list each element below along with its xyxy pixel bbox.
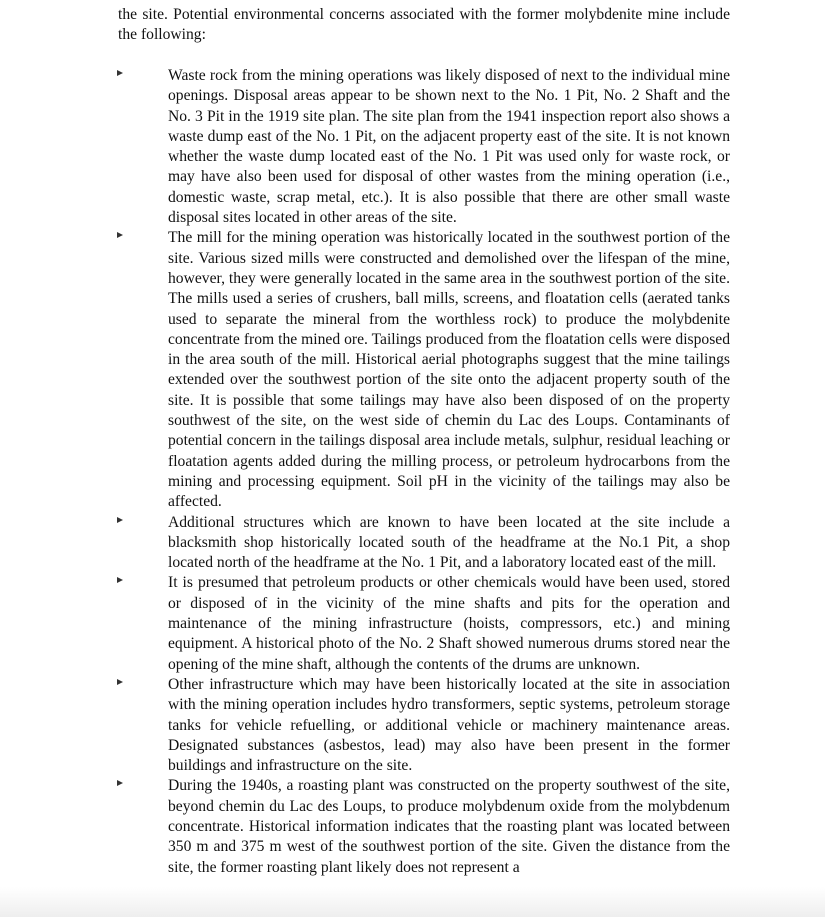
list-item — [0, 776, 825, 877]
bullet-arrow-icon — [117, 517, 123, 523]
bullet-arrow-icon — [117, 232, 123, 238]
list-item-text: The mill for the mining operation was historically located in the southwest portion of the site. Various sized mills were constructed and demolished over the lifespan of the mine, however, they were generally located in the same area in the southwest portion of the site. The mills used a series of crushers, ball mills, screens, and floatation cells (aerated tanks used to separate the mineral from the worthless rock) to produce the molybdenite concentrate from the mined ore. Tailings produced from the floatation cells were disposed in the area south of the mill. Historical aerial photographs suggest that the mine tailings extended over the southwest portion of the site onto the adjacent property south of the site. It is possible that some tailings may have also been disposed of on the property southwest of the site, on the west side of chemin du Lac des Loups. Contaminants of potential concern in the tailings disposal area include metals, sulphur, residual leaching or floatation agents added during the milling process, or petroleum hydrocarbons from the mining and processing equipment. Soil pH in the vicinity of the tailings may also be affected. — [168, 229, 730, 511]
intro-paragraph: the site. Potential environmental concerns associated with the former molybdenite mine include the following: — [118, 6, 730, 44]
concerns-list — [0, 66, 825, 878]
list-item-text: Waste rock from the mining operations was likely disposed of next to the individual mine openings. Disposal areas appear to be shown next to the No. 1 Pit, No. 2 Shaft and the No. 3 Pit in the 1919 site plan. The site plan from the 1941 inspection report also shows a waste dump east of the No. 1 Pit, on the adjacent property east of the site. It is not known whether the waste dump located east of the No. 1 Pit was used only for waste rock, or may have also been used for disposal of other wastes from the mining operation (i.e., domestic waste, scrap metal, etc.). It is also possible that there are other small waste disposal sites located in other areas of the site. — [168, 67, 730, 227]
bullet-arrow-icon — [117, 577, 123, 583]
list-item-text: It is presumed that petroleum products or other chemicals would have been used, stored or disposed of in the vicinity of the mine shafts and pits for the operation and maintenance of the mining infrastructure (hoists, compressors, etc.) and mining equipment. A historical photo of the No. 2 Shaft showed numerous drums stored near the opening of the mine shaft, although the contents of the drums are unknown. — [168, 574, 730, 673]
list-item — [0, 228, 825, 512]
page-bottom-shadow — [0, 887, 825, 917]
bullet-arrow-icon — [117, 70, 123, 76]
bullet-arrow-icon — [117, 780, 123, 786]
list-item — [0, 573, 825, 674]
bullet-arrow-icon — [117, 679, 123, 685]
list-item-text: Additional structures which are known to have been located at the site include a blacksmith shop historically located south of the headframe at the No.1 Pit, a shop located north of the headframe at the No. 1 Pit, and a laboratory located east of the mill. — [168, 513, 730, 572]
list-item-text: Other infrastructure which may have been historically located at the site in association with the mining operation includes hydro transformers, septic systems, petroleum storage tanks for vehicle refuelling, or additional vehicle or machinery maintenance areas. Designated substances (asbestos, lead) may also have been present in the former buildings and infrastructure on the site. — [168, 675, 730, 775]
list-item — [0, 66, 825, 228]
list-item-text: During the 1940s, a roasting plant was constructed on the property southwest of the site, beyond chemin du Lac des Loups, to produce molybdenum oxide from the molybdenum concentrate. Historical information indicates that the roasting plant was located between 350 m and 375 m west of the southwest portion of the site. Given the distance from the site, the former roasting plant likely does not represent a — [168, 777, 730, 876]
list-item — [0, 513, 825, 574]
list-item — [0, 675, 825, 776]
